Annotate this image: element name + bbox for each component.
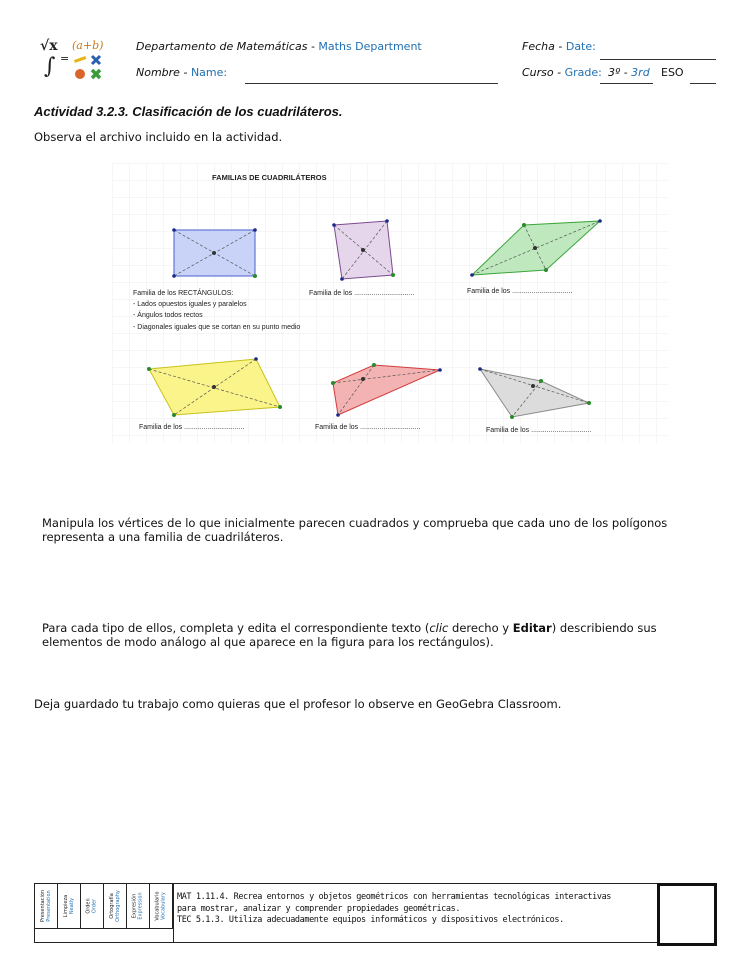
date-line: [522, 40, 596, 53]
yellow-family-label[interactable]: Familia de los ...............................: [139, 424, 245, 431]
binomial-symbol: (a+b): [72, 39, 104, 52]
course-stage: ESO: [661, 66, 684, 79]
separator: -: [557, 66, 562, 79]
criteria-line-2: para mostrar, analizar y comprender propiedades geométricas.: [177, 903, 461, 914]
rubric-cell-expression: [127, 884, 150, 928]
course-underline: [600, 83, 653, 84]
green-family-label[interactable]: Familia de los ...............................: [467, 288, 573, 295]
cell-es: Expresión: [132, 893, 138, 919]
cell-en: Order: [91, 898, 98, 914]
operators-icon: [68, 52, 108, 82]
paragraph-edit: [42, 621, 714, 649]
cell-en: Vocabulary: [161, 892, 167, 920]
rectangle-polygon[interactable]: [172, 228, 257, 278]
rubric-cell-neatly: [58, 884, 81, 928]
cell-en: Neatly: [69, 897, 75, 915]
school-logo: [40, 38, 112, 84]
purple-family-label[interactable]: Familia de los ...............................: [309, 290, 415, 297]
course-value: [608, 66, 650, 79]
name-line: [136, 66, 227, 79]
p2-part-c: ) describiendo sus elementos de modo análogo al que aparece en la figura para los rectángulos).: [42, 621, 657, 649]
separator: -: [310, 40, 315, 53]
cell-es: Vocabulario: [155, 891, 161, 921]
course-value-es: 3º: [608, 66, 621, 79]
cell-en: Presentation: [46, 890, 53, 922]
course-line: [522, 66, 602, 79]
course-label: Curso: [522, 66, 554, 79]
date-label-en: Date:: [565, 40, 596, 53]
department-name-en: Maths Department: [318, 40, 422, 53]
rect-prop-3: - Diagonales iguales que se cortan en su punto medio: [133, 324, 301, 331]
rubric-cell-order: [81, 884, 104, 928]
paragraph-manipulate: Manipula los vértices de lo que inicialmente parecen cuadrados y comprueba que cada uno de los polígonos representa a una familia de cuadriláteros.: [42, 516, 668, 544]
criteria-line-1: MAT 1.11.4. Recrea entornos y objetos geométricos con herramientas tecnológicas interactivas: [177, 892, 612, 902]
department-line: [136, 40, 422, 53]
gray-family-label[interactable]: Familia de los ...............................: [486, 427, 592, 434]
sqrt-symbol: √x: [40, 38, 58, 54]
date-field[interactable]: [600, 59, 716, 60]
name-label-en: Name:: [190, 66, 228, 79]
rubric-cell-vocabulary: [150, 884, 173, 928]
p2-clic: clic: [429, 621, 449, 635]
rubric-col-divider: [173, 884, 174, 942]
stage-underline: [690, 83, 716, 84]
rubric-cell-orthography: [104, 884, 127, 928]
cell-es: Presentación: [40, 889, 47, 923]
grade-box[interactable]: [657, 883, 717, 946]
cell-es: Ortografía: [109, 893, 115, 919]
course-label-en: Grade:: [564, 66, 602, 79]
quadrilaterals-figure[interactable]: [112, 163, 668, 443]
red-family-label[interactable]: Familia de los ...............................: [315, 424, 421, 431]
rect-family-label: Familia de los RECTÁNGULOS:: [133, 290, 234, 297]
rubric-table: [34, 883, 660, 943]
rubric-row-divider: [35, 928, 173, 929]
rect-prop-2: - Ángulos todos rectos: [133, 312, 203, 319]
criteria-text: [177, 892, 611, 927]
date-label: Fecha: [522, 40, 555, 53]
rect-prop-1: - Lados opuestos iguales y paralelos: [133, 301, 247, 308]
purple-quadrilateral[interactable]: [332, 219, 395, 281]
separator: -: [558, 40, 563, 53]
cell-es: Limpieza: [63, 894, 69, 918]
figure-title: FAMILIAS DE CUADRILÁTEROS: [212, 173, 327, 182]
p2-part-b: derecho y: [448, 621, 513, 635]
separator: -: [183, 66, 188, 79]
paragraph-save: Deja guardado tu trabajo como quieras que el profesor lo observe en GeoGebra Classroom.: [34, 697, 562, 711]
equals-symbol: =: [60, 52, 70, 65]
rubric-cell-presentation: [35, 884, 58, 928]
criteria-line-3: TEC 5.1.3. Utiliza adecuadamente equipos informáticos y dispositivos electrónicos.: [177, 915, 564, 925]
integral-symbol: ∫: [44, 54, 56, 79]
cell-en: Expression: [138, 892, 144, 920]
name-field[interactable]: [245, 83, 498, 84]
department-name: Departamento de Matemáticas: [136, 40, 308, 53]
course-value-en: 3rd: [631, 66, 650, 79]
cell-es: Orden: [85, 898, 92, 914]
cell-en: Orthography: [115, 890, 121, 922]
separator: -: [623, 66, 628, 79]
activity-title: Actividad 3.2.3. Clasificación de los cuadriláteros.: [34, 104, 343, 119]
name-label: Nombre: [136, 66, 180, 79]
p2-part-a: Para cada tipo de ellos, completa y edita el correspondiente texto (: [42, 621, 430, 635]
activity-intro: Observa el archivo incluido en la actividad.: [34, 130, 283, 144]
p2-editar: Editar: [512, 621, 552, 635]
